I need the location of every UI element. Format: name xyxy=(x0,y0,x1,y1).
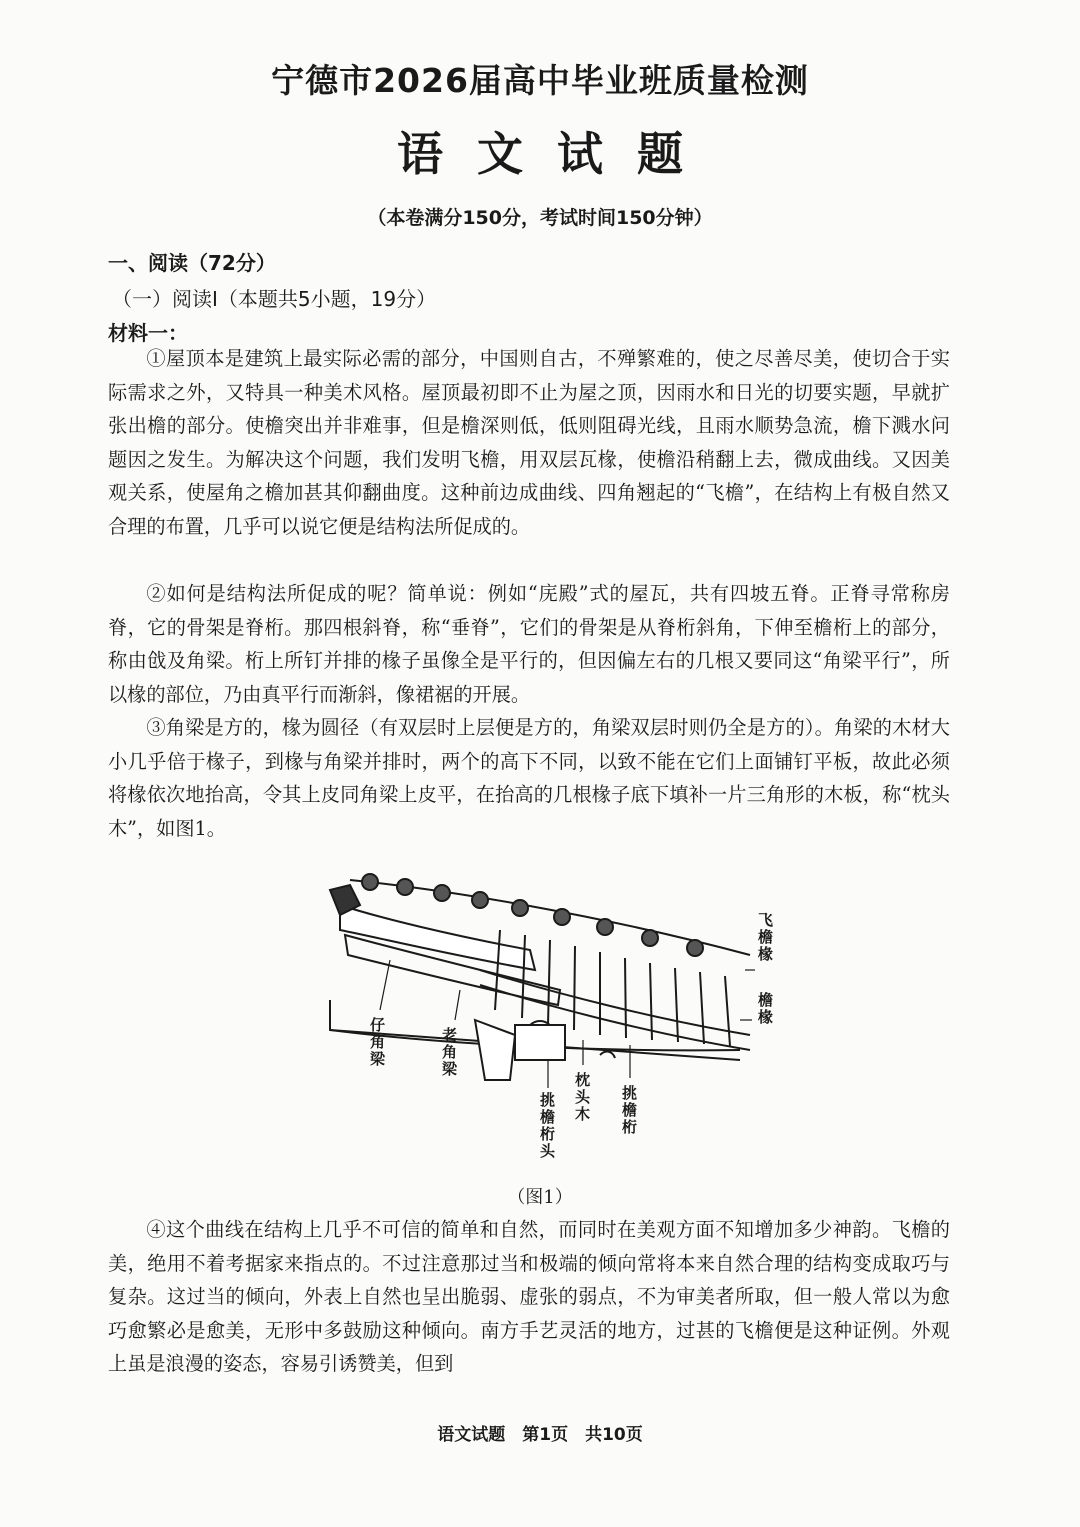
paragraph-1: ①屋顶本是建筑上最实际必需的部分，中国则自古，不殚繁难的，使之尽善尽美，使切合于实际需求之外，又特具一种美术风格。屋顶最初即不止为屋之顶，因雨水和日光的切要实题，早就扩张出檐的部分。使檐突出并非难事，但是檐深则低，低则阻碍光线，且雨水顺势急流，檐下溅水问题因之发生。为解决这个问题，我们发明飞檐，用双层瓦椽，使檐沿稍翻上去，微成曲线。又因美观关系，使屋角之檐加甚其仰翻曲度。这种前边成曲线、四角翘起的“飞檐”，在结构上有极自然又合理的布置，几乎可以说它便是结构法所促成的。 xyxy=(108,347,950,538)
exam-title: 宁德市2026届高中毕业班质量检测 xyxy=(271,61,809,100)
material-label: 材料一： xyxy=(108,321,188,345)
page-footer: 语文试题 第1页 共10页 xyxy=(437,1425,643,1445)
label-zi-jiaoliang: 仔角梁 xyxy=(370,1016,386,1068)
eave-diagram xyxy=(300,860,774,1170)
label-lao-jiaoliang: 老角梁 xyxy=(442,1026,458,1078)
section-heading: 一、阅读（72分） xyxy=(108,251,276,275)
subsection-heading: （一）阅读Ⅰ（本题共5小题，19分） xyxy=(112,287,437,311)
label-tiaoyan-heng: 挑檐桁 xyxy=(622,1084,638,1136)
label-zhentoumu: 枕头木 xyxy=(575,1071,591,1123)
exam-note: （本卷满分150分，考试时间150分钟） xyxy=(367,207,713,229)
paragraph-3: ③角梁是方的，椽为圆径（有双层时上层便是方的，角梁双层时则仍全是方的）。角梁的木材大小几乎倍于椽子，到椽与角梁并排时，两个的高下不同，以致不能在它们上面铺钉平板，故此必须将椽依次地抬高，令其上皮同角梁上皮平，在抬高的几根椽子底下填补一片三角形的木板，称“枕头木”，如图1。 xyxy=(108,716,950,840)
subject-title: 语文试题 xyxy=(397,127,717,181)
figure-caption: （图1） xyxy=(507,1187,573,1208)
label-tiaoyan-hengtou: 挑檐桁头 xyxy=(540,1091,556,1160)
label-feiyan-chuan: 飞檐椽 xyxy=(758,911,774,963)
eave-drawing xyxy=(330,874,750,1080)
label-yan-chuan: 檐椽 xyxy=(758,991,774,1026)
eave-structure-figure xyxy=(300,860,774,1170)
paragraph-2: ②如何是结构法所促成的呢？简单说：例如“庑殿”式的屋瓦，共有四坡五脊。正脊寻常称房脊，它的骨架是脊桁。那四根斜脊，称“垂脊”，它们的骨架是从脊桁斜角，下伸至檐桁上的部分，称由戗及角梁。桁上所钉并排的椽子虽像全是平行的，但因偏左右的几根又要同这“角梁平行”，所以椽的部位，乃由真平行而渐斜，像裙裾的开展。 xyxy=(108,582,950,706)
paragraph-4: ④这个曲线在结构上几乎不可信的简单和自然，而同时在美观方面不知增加多少神韵。飞檐的美，绝用不着考据家来指点的。不过注意那过当和极端的倾向常将本来自然合理的结构变成取巧与复杂。这过当的倾向，外表上自然也呈出脆弱、虚张的弱点，不为审美者所取，但一般人常以为愈巧愈繁必是愈美，无形中多鼓励这种倾向。南方手艺灵活的地方，过甚的飞檐便是这种证例。外观上虽是浪漫的姿态，容易引诱赞美，但到 xyxy=(108,1218,950,1376)
label-leaders xyxy=(380,960,755,1088)
